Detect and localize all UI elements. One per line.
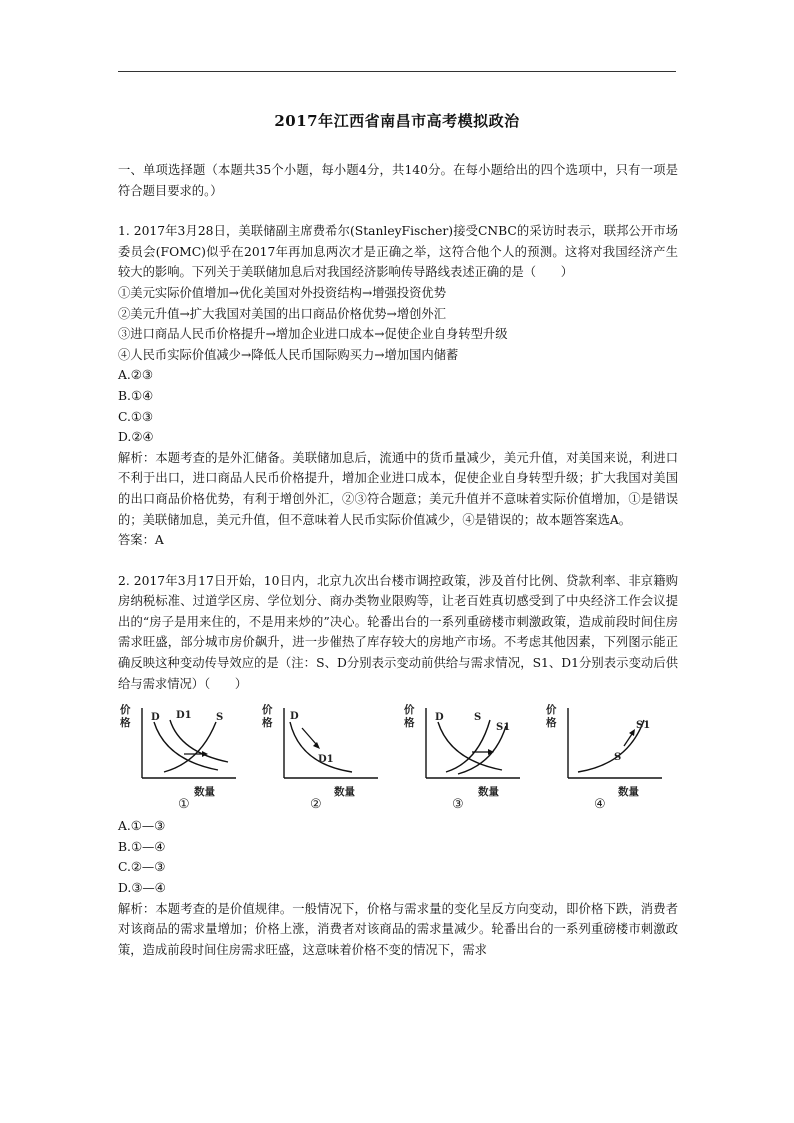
q1-statement-2: ②美元升值→扩大我国对美国的出口商品价格优势→增创外汇 [118, 306, 447, 321]
graph-4-y-label-top: 价 [546, 704, 557, 717]
q2-option-b[interactable]: B.①—④ [118, 839, 166, 854]
document-body [118, 160, 678, 960]
q2-option-a[interactable]: A.①—③ [118, 819, 166, 834]
graph-1-number: ① [178, 797, 190, 813]
graph-4-curve-s1: S1 [636, 720, 651, 732]
graph-2-number: ② [310, 797, 322, 813]
graph-3-number: ③ [452, 797, 464, 813]
graph-3-curve-s1: S1 [496, 722, 511, 734]
graph-3-curve-s: S [474, 712, 482, 724]
graph-3-y-label-bottom: 格 [404, 717, 415, 730]
graph-4-y-label-bottom: 格 [546, 717, 557, 730]
graph-4-curve-s: S [614, 752, 622, 764]
question-2-stem: 2. 2017年3月17日开始，10日内，北京九次出台楼市调控政策，涉及首付比例、贷款利率、非京籍购房纳税标准、过道学区房、学位划分、商办类物业限购等，让老百姓真切感受到了中央经济工作会议提出的“房子是用来住的，不是用来炒的”决心。轮番出台的一系列重磅楼市刺激政策，造成前段时间住房需求旺盛，部分城市房价飙升，进一步催热了库存较大的房地产市场。不考虑其他因素，下列图示能正确反映这种变动传导效应的是（注：S、D分别表示变动前供给与需求情况，S1、D1分别表示变动后供给与需求情况）（ ） [118, 573, 678, 691]
graph-4-x-label: 数量 [618, 786, 639, 799]
graph-2-y-label-top: 价 [262, 704, 273, 717]
q1-statement-3: ③进口商品人民币价格提升→增加企业进口成本→促使企业自身转型升级 [118, 327, 508, 342]
q1-statement-4: ④人民币实际价值减少→降低人民币国际购买力→增加国内储蓄 [118, 347, 459, 362]
graph-3 [402, 700, 522, 812]
q2-analysis: 解析：本题考查的是价值规律。一般情况下，价格与需求量的变化呈反方向变动，即价格下跌，消费者对该商品的需求量增加；价格上涨，消费者对该商品的需求量减少。轮番出台的一系列重磅楼市刺激政策，造成前段时间住房需求旺盛，这意味着价格不变的情况下，需求 [118, 901, 678, 957]
graph-1-curve-s: S [216, 712, 224, 724]
page-title: 2017年江西省南昌市高考模拟政治 [274, 112, 520, 130]
q1-option-d[interactable]: D.②④ [118, 430, 154, 445]
question-1 [118, 221, 678, 551]
graph-1-y-label-bottom: 格 [120, 717, 131, 730]
q2-option-d[interactable]: D.③—④ [118, 881, 166, 896]
graph-2-curve-d1: D1 [318, 754, 334, 766]
graph-3-x-label: 数量 [478, 786, 499, 799]
graph-4-number: ④ [594, 797, 606, 813]
section-intro: 一、单项选择题（本题共35个小题，每小题4分，共140分。在每小题给出的四个选项中，只有一项是符合题目要求的。） [118, 163, 678, 198]
graph-2-x-label: 数量 [334, 786, 355, 799]
graph-3-y-label-top: 价 [404, 704, 415, 717]
graph-2 [260, 700, 380, 812]
q1-answer: 答案：A [118, 533, 164, 548]
graph-2-curve-d: D [290, 711, 299, 723]
graph-1-x-label: 数量 [194, 786, 215, 799]
question-2 [118, 571, 678, 961]
graph-3-curve-d: D [435, 712, 444, 724]
graph-2-y-label-bottom: 格 [262, 717, 273, 730]
graph-1-curve-d1: D1 [176, 710, 192, 722]
q1-option-b[interactable]: B.①④ [118, 388, 153, 403]
q1-analysis: 解析：本题考查的是外汇储备。美联储加息后，流通中的货币量减少，美元升值，对美国来说，利进口不利于出口，进口商品人民币价格提升，增加企业进口成本，促使企业自身转型升级；扩大我国对美国的出口商品价格优势，有利于增创外汇，②③符合题意；美元升值并不意味着实际价值增加，①是错误的；美联储加息，美元升值，但不意味着人民币实际价值减少，④是错误的；故本题答案选A。 [118, 450, 678, 527]
supply-demand-figures [118, 700, 678, 812]
q2-option-c[interactable]: C.②—③ [118, 860, 166, 875]
graph-1 [118, 700, 238, 812]
header-rule [118, 71, 676, 72]
q1-option-c[interactable]: C.①③ [118, 409, 153, 424]
graph-4 [544, 700, 664, 812]
q1-statement-1: ①美元实际价值增加→优化美国对外投资结构→增强投资优势 [118, 285, 447, 300]
graph-1-curve-d: D [151, 712, 160, 724]
graph-1-y-label-top: 价 [120, 704, 131, 717]
q1-option-a[interactable]: A.②③ [118, 368, 153, 383]
question-1-stem: 1. 2017年3月28日，美联储副主席费希尔(StanleyFischer)接受CNBC的采访时表示，联邦公开市场委员会(FOMC)似乎在2017年再加息两次才是正确之举，这符合他个人的预测。这将对我国经济产生较大的影响。下列关于美联储加息后对我国经济影响传导路线表述正确的是（ ） [118, 224, 678, 280]
